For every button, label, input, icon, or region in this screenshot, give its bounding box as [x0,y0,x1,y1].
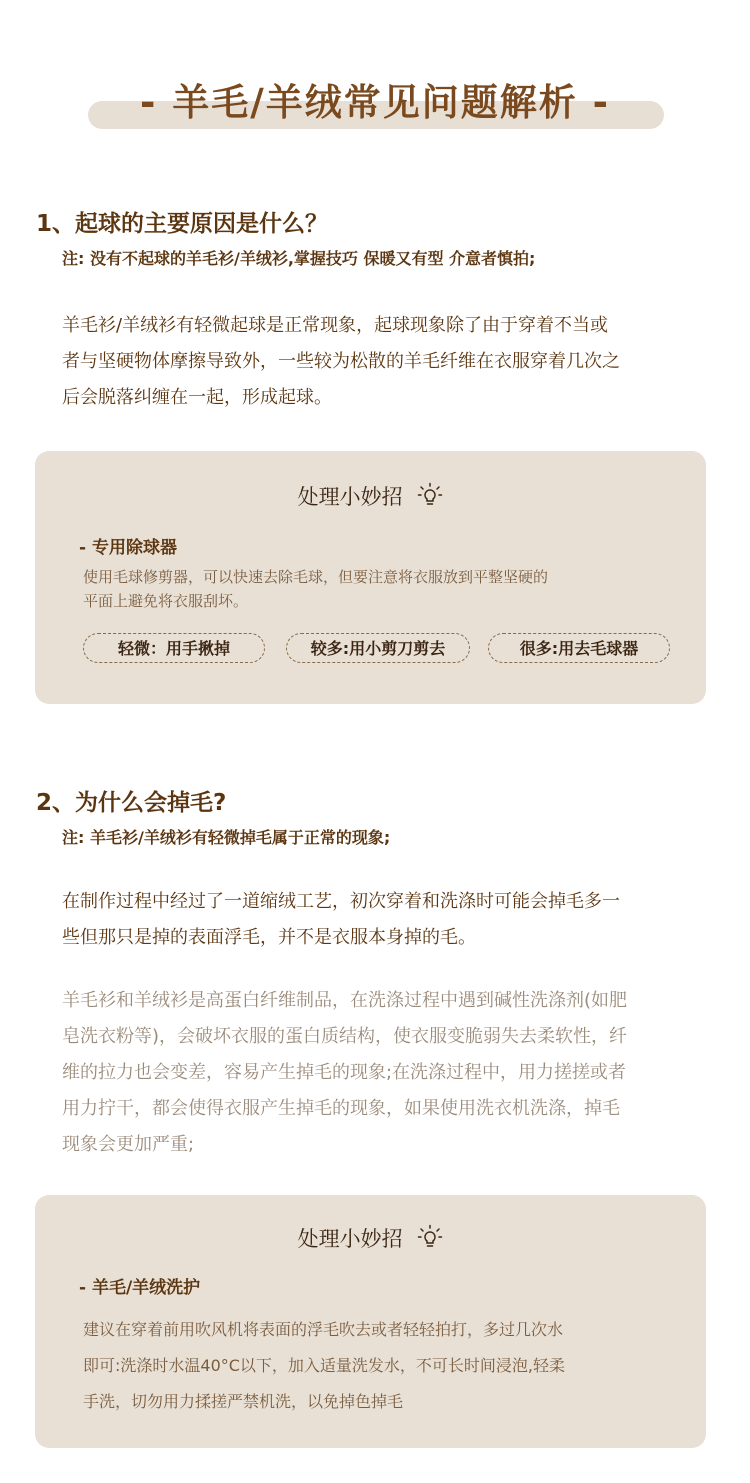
question-2-detail [62,983,627,1163]
detail-line: 皂洗衣粉等)，会破坏衣服的蛋白质结构，使衣服变脆弱失去柔软性，纤 [62,1026,628,1047]
tips-card-2 [35,1195,706,1448]
tip-line: 平面上避免将衣服刮坏。 [83,592,249,610]
tip-line: 即可:洗涤时水温40°C以下，加入适量洗发水，不可长时间浸泡,轻柔 [83,1356,566,1375]
card-title-text: 处理小妙招 [297,485,403,509]
page-title: - 羊毛/羊绒常见问题解析 - [140,81,610,124]
question-1-note: 注: 没有不起球的羊毛衫/羊绒衫,掌握技巧 保暖又有型 介意者慎拍; [62,249,536,268]
card-title [35,481,706,513]
body-line: 些但那只是掉的表面浮毛，并不是衣服本身掉的毛。 [62,927,476,948]
question-2-note: 注: 羊毛衫/羊绒衫有轻微掉毛属于正常的现象; [62,828,391,847]
card-title-text: 处理小妙招 [297,1227,403,1251]
question-1-body [62,308,620,416]
body-line: 者与坚硬物体摩擦导致外，一些较为松散的羊毛纤维在衣服穿着几次之 [62,351,620,372]
lightbulb-icon [417,1224,443,1255]
tip-body [83,565,548,613]
chip-heavy: 很多:用去毛球器 [488,633,670,663]
tip-heading: - 专用除球器 [79,538,177,558]
tip-line: 手洗，切勿用力揉搓严禁机洗，以免掉色掉毛 [83,1392,404,1411]
detail-line: 维的拉力也会变差，容易产生掉毛的现象;在洗涤过程中，用力搓搓或者 [62,1062,627,1083]
lightbulb-icon [417,482,443,513]
detail-line: 现象会更加严重; [62,1134,195,1155]
tips-card-1 [35,451,706,704]
detail-line: 用力拧干，都会使得衣服产生掉毛的现象，如果使用洗衣机洗涤，掉毛 [62,1098,620,1119]
question-2-title: 2、为什么会掉毛? [36,790,227,816]
chip-moderate: 较多:用小剪刀剪去 [286,633,470,663]
tip-line: 使用毛球修剪器，可以快速去除毛球，但要注意将衣服放到平整坚硬的 [83,568,549,586]
tip-line: 建议在穿着前用吹风机将表面的浮毛吹去或者轻轻拍打，多过几次水 [83,1320,564,1339]
chip-light: 轻微：用手揪掉 [83,633,265,663]
tip-heading: - 羊毛/羊绒洗护 [79,1278,201,1298]
question-1-title: 1、起球的主要原因是什么？ [36,211,329,237]
question-2-body [62,884,620,956]
card-title [35,1223,706,1255]
detail-line: 羊毛衫和羊绒衫是高蛋白纤维制品，在洗涤过程中遇到碱性洗涤剂(如肥 [62,990,628,1011]
body-line: 在制作过程中经过了一道缩绒工艺，初次穿着和洗涤时可能会掉毛多一 [62,891,620,912]
body-line: 羊毛衫/羊绒衫有轻微起球是正常现象，起球现象除了由于穿着不当或 [62,315,609,336]
tip-body [83,1312,565,1420]
body-line: 后会脱落纠缠在一起，形成起球。 [62,387,332,408]
